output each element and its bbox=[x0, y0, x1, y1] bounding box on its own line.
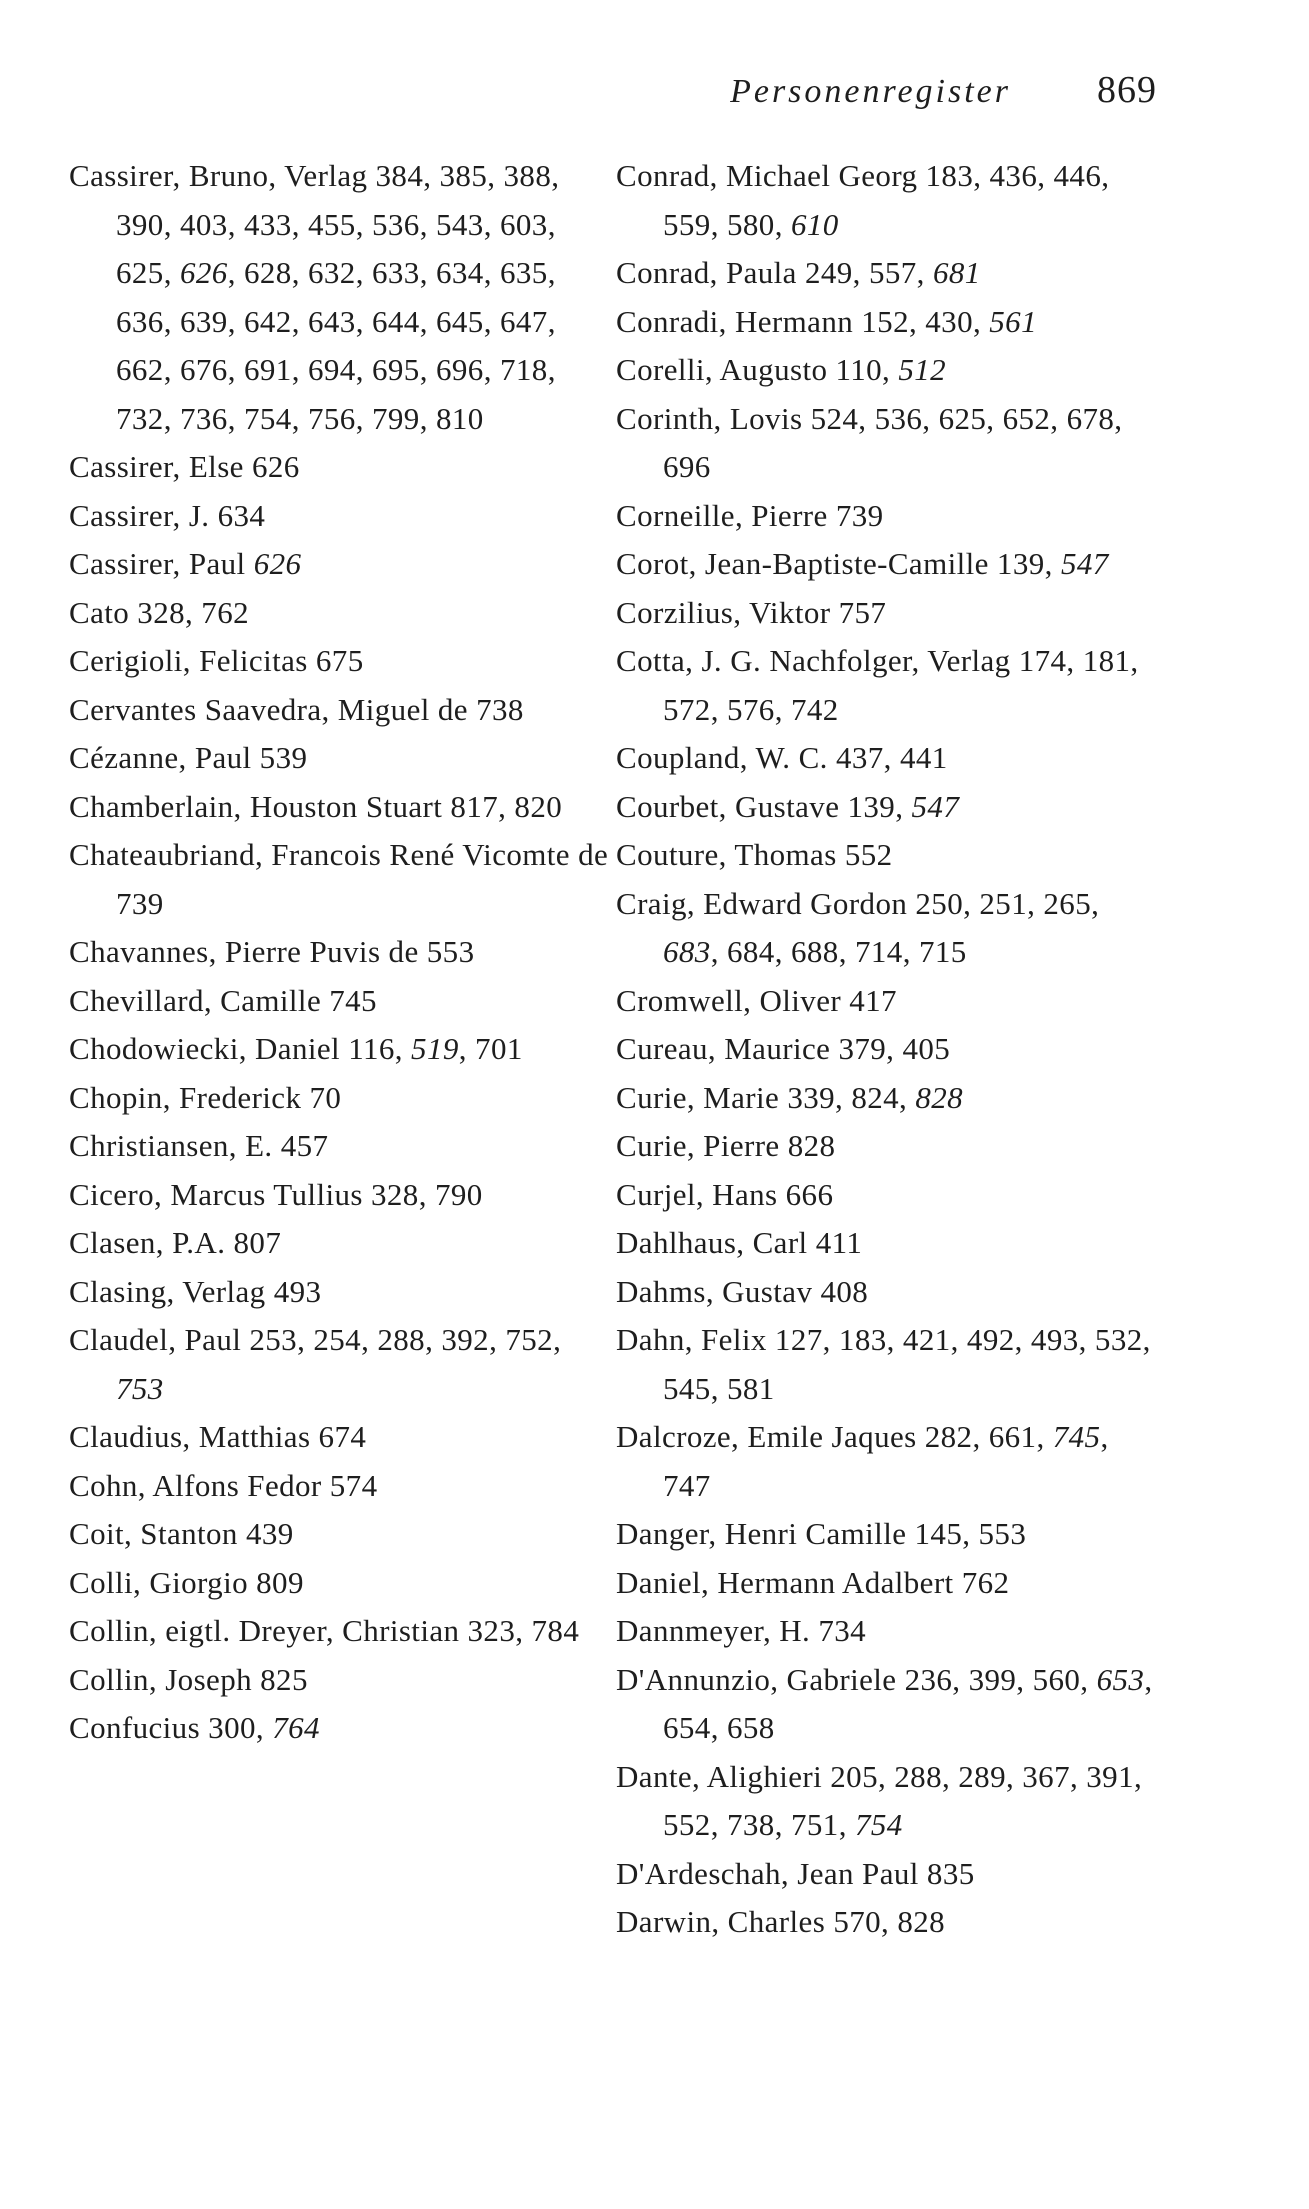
entry-text: Cromwell, Oliver 417 bbox=[616, 982, 897, 1018]
entry-text: Chateaubriand, Francois René Vicomte de 739 bbox=[69, 837, 609, 921]
entry-text: Curie, Marie 339, 824, bbox=[616, 1079, 916, 1115]
entry-text: , 701 bbox=[458, 1031, 523, 1066]
entry-text: Dahn, Felix 127, 183, 421, 492, 493, 532, 545, 581 bbox=[616, 1322, 1151, 1406]
entry-page-ref-italic: 626 bbox=[253, 546, 302, 581]
index-entry bbox=[616, 977, 1156, 1026]
index-entry bbox=[616, 783, 1156, 832]
index-entry bbox=[616, 1171, 1156, 1220]
entry-text: Darwin, Charles 570, 828 bbox=[616, 1904, 946, 1939]
index-entry bbox=[69, 734, 609, 783]
entry-text: Cerigioli, Felicitas 675 bbox=[69, 643, 364, 678]
entry-text: Chavannes, Pierre Puvis de 553 bbox=[69, 934, 475, 969]
entry-page-ref-italic: 754 bbox=[855, 1807, 903, 1842]
index-entry bbox=[616, 1074, 1156, 1123]
index-entry bbox=[69, 1413, 609, 1462]
index-entry bbox=[616, 1656, 1156, 1753]
entry-text: Cotta, J. G. Nachfolger, Verlag 174, 181, 572, 576, 742 bbox=[616, 643, 1139, 727]
entry-text: Coupland, W. C. 437, 441 bbox=[616, 740, 948, 775]
index-entry bbox=[616, 1850, 1156, 1899]
entry-page-ref-italic: 753 bbox=[116, 1370, 164, 1406]
entry-text: Chopin, Frederick 70 bbox=[69, 1079, 342, 1115]
index-entry bbox=[69, 831, 609, 928]
index-entry bbox=[616, 1607, 1156, 1656]
entry-text: Cassirer, J. 634 bbox=[69, 497, 266, 533]
entry-page-ref-italic: 683 bbox=[663, 934, 711, 969]
index-entry bbox=[616, 152, 1156, 249]
index-entry bbox=[616, 637, 1156, 734]
index-entry bbox=[69, 783, 609, 832]
entry-page-ref-italic: 561 bbox=[989, 303, 1037, 339]
index-entry bbox=[69, 686, 609, 735]
entry-text: Cervantes Saavedra, Miguel de 738 bbox=[69, 691, 524, 727]
entry-text: Dannmeyer, H. 734 bbox=[616, 1613, 867, 1648]
entry-text: Cézanne, Paul 539 bbox=[69, 740, 308, 775]
index-entry bbox=[69, 1656, 609, 1705]
running-header bbox=[600, 68, 1157, 118]
entry-text: Curie, Pierre 828 bbox=[616, 1128, 836, 1163]
entry-text: Cato 328, 762 bbox=[69, 594, 249, 630]
entry-text: Cohn, Alfons Fedor 574 bbox=[69, 1467, 378, 1503]
entry-page-ref-italic: 681 bbox=[932, 255, 981, 290]
index-entry bbox=[69, 1074, 609, 1123]
entry-text: Dante, Alighieri 205, 288, 289, 367, 391, 552, 738, 751, bbox=[616, 1758, 1143, 1842]
entry-page-ref-italic: 828 bbox=[915, 1079, 964, 1115]
index-entry bbox=[616, 1219, 1156, 1268]
index-entry bbox=[616, 1753, 1156, 1850]
entry-text: Corzilius, Viktor 757 bbox=[616, 594, 887, 630]
entry-text: Clasing, Verlag 493 bbox=[69, 1273, 322, 1309]
index-entry bbox=[616, 540, 1156, 589]
entry-text: Dahms, Gustav 408 bbox=[616, 1273, 869, 1309]
index-entry bbox=[616, 1898, 1156, 1947]
index-entry bbox=[616, 1025, 1156, 1074]
entry-text: Craig, Edward Gordon 250, 251, 265, bbox=[616, 885, 1100, 921]
entry-text: Cassirer, Else 626 bbox=[69, 449, 300, 484]
entry-text: Conrad, Michael Georg 183, 436, 446, 559, 580, bbox=[616, 158, 1110, 242]
index-entry bbox=[616, 249, 1156, 298]
entry-text: Claudel, Paul 253, 254, 288, 392, 752, bbox=[69, 1322, 562, 1357]
entry-text: Conrad, Paula 249, 557, bbox=[616, 255, 933, 290]
index-entry bbox=[69, 152, 609, 443]
entry-text: Claudius, Matthias 674 bbox=[69, 1419, 367, 1454]
index-entry bbox=[69, 928, 609, 977]
index-entry bbox=[69, 492, 609, 541]
index-entry bbox=[69, 1704, 609, 1753]
index-entry bbox=[69, 1316, 609, 1413]
index-entry bbox=[69, 1025, 609, 1074]
entry-text: Cassirer, Bruno, Verlag 384, 385, 388, 390, 403, 433, 455, 536, 543, 603, 625, bbox=[69, 158, 560, 290]
entry-text: Coit, Stanton 439 bbox=[69, 1516, 294, 1551]
entry-text: Christiansen, E. 457 bbox=[69, 1128, 329, 1163]
entry-text: , 628, 632, 633, 634, 635, 636, 639, 642, 643, 644, 645, 647, 662, 676, 691, 694, 695, 696, 718, 732, 736, 754, 756, 799, 810 bbox=[116, 255, 556, 436]
entry-text: , 684, 688, 714, 715 bbox=[710, 934, 967, 969]
entry-text: Corelli, Augusto 110, bbox=[616, 352, 899, 387]
entry-text: Chevillard, Camille 745 bbox=[69, 982, 377, 1018]
index-entry bbox=[616, 880, 1156, 977]
page-number: 869 bbox=[1097, 69, 1157, 111]
index-entry bbox=[616, 831, 1156, 880]
index-entry bbox=[616, 1268, 1156, 1317]
index-entry bbox=[69, 1219, 609, 1268]
index-entry bbox=[69, 443, 609, 492]
entry-text: Corinth, Lovis 524, 536, 625, 652, 678, 696 bbox=[616, 400, 1123, 484]
entry-text: Corot, Jean-Baptiste-Camille 139, bbox=[616, 546, 1061, 581]
entry-page-ref-italic: 547 bbox=[911, 788, 960, 824]
entry-page-ref-italic: 512 bbox=[898, 352, 947, 387]
index-entry bbox=[69, 1510, 609, 1559]
index-entry bbox=[616, 589, 1156, 638]
entry-text: D'Annunzio, Gabriele 236, 399, 560, bbox=[616, 1661, 1097, 1697]
index-entry bbox=[616, 395, 1156, 492]
index-entry bbox=[69, 1559, 609, 1608]
index-entry bbox=[69, 540, 609, 589]
index-entry bbox=[616, 1413, 1156, 1510]
index-entry bbox=[616, 1559, 1156, 1608]
entry-page-ref-italic: 764 bbox=[272, 1710, 320, 1745]
index-entry bbox=[69, 1268, 609, 1317]
entry-text: Collin, Joseph 825 bbox=[69, 1661, 308, 1697]
index-entry bbox=[69, 1122, 609, 1171]
running-title: Personenregister bbox=[730, 73, 1011, 110]
entry-text: Dahlhaus, Carl 411 bbox=[616, 1225, 863, 1260]
index-column-left bbox=[69, 152, 609, 1753]
entry-text: Couture, Thomas 552 bbox=[616, 837, 893, 872]
index-entry bbox=[69, 1171, 609, 1220]
entry-page-ref-italic: 745 bbox=[1052, 1419, 1101, 1454]
index-entry bbox=[69, 589, 609, 638]
index-entry bbox=[616, 492, 1156, 541]
entry-text: , 654, 658 bbox=[663, 1661, 1153, 1745]
entry-text: Confucius 300, bbox=[69, 1710, 273, 1745]
entry-text: Chamberlain, Houston Stuart 817, 820 bbox=[69, 788, 563, 824]
entry-text: Chodowiecki, Daniel 116, bbox=[69, 1031, 412, 1066]
entry-text: , 747 bbox=[663, 1419, 1109, 1503]
entry-text: D'Ardeschah, Jean Paul 835 bbox=[616, 1855, 975, 1891]
entry-text: Conradi, Hermann 152, 430, bbox=[616, 303, 990, 339]
entry-page-ref-italic: 653 bbox=[1096, 1661, 1145, 1697]
index-entry bbox=[616, 1122, 1156, 1171]
index-entry bbox=[616, 298, 1156, 347]
entry-text: Corneille, Pierre 739 bbox=[616, 497, 884, 533]
entry-text: Daniel, Hermann Adalbert 762 bbox=[616, 1564, 1010, 1600]
entry-text: Curjel, Hans 666 bbox=[616, 1176, 834, 1212]
index-entry bbox=[69, 977, 609, 1026]
entry-text: Danger, Henri Camille 145, 553 bbox=[616, 1516, 1027, 1551]
entry-text: Dalcroze, Emile Jaques 282, 661, bbox=[616, 1419, 1053, 1454]
index-entry bbox=[69, 1607, 609, 1656]
index-entry bbox=[69, 1462, 609, 1511]
entry-text: Collin, eigtl. Dreyer, Christian 323, 784 bbox=[69, 1613, 580, 1648]
entry-text: Colli, Giorgio 809 bbox=[69, 1564, 304, 1600]
entry-text: Cureau, Maurice 379, 405 bbox=[616, 1031, 951, 1066]
index-entry bbox=[616, 1510, 1156, 1559]
index-entry bbox=[616, 1316, 1156, 1413]
entry-text: Cicero, Marcus Tullius 328, 790 bbox=[69, 1176, 483, 1212]
entry-page-ref-italic: 519 bbox=[411, 1031, 459, 1066]
entry-page-ref-italic: 626 bbox=[180, 255, 228, 290]
entry-text: Cassirer, Paul bbox=[69, 546, 254, 581]
index-entry bbox=[616, 346, 1156, 395]
index-entry bbox=[616, 734, 1156, 783]
entry-page-ref-italic: 610 bbox=[791, 206, 839, 242]
index-entry bbox=[69, 637, 609, 686]
index-column-right bbox=[616, 152, 1156, 1947]
entry-page-ref-italic: 547 bbox=[1060, 546, 1109, 581]
entry-text: Clasen, P.A. 807 bbox=[69, 1225, 282, 1260]
entry-text: Courbet, Gustave 139, bbox=[616, 788, 912, 824]
